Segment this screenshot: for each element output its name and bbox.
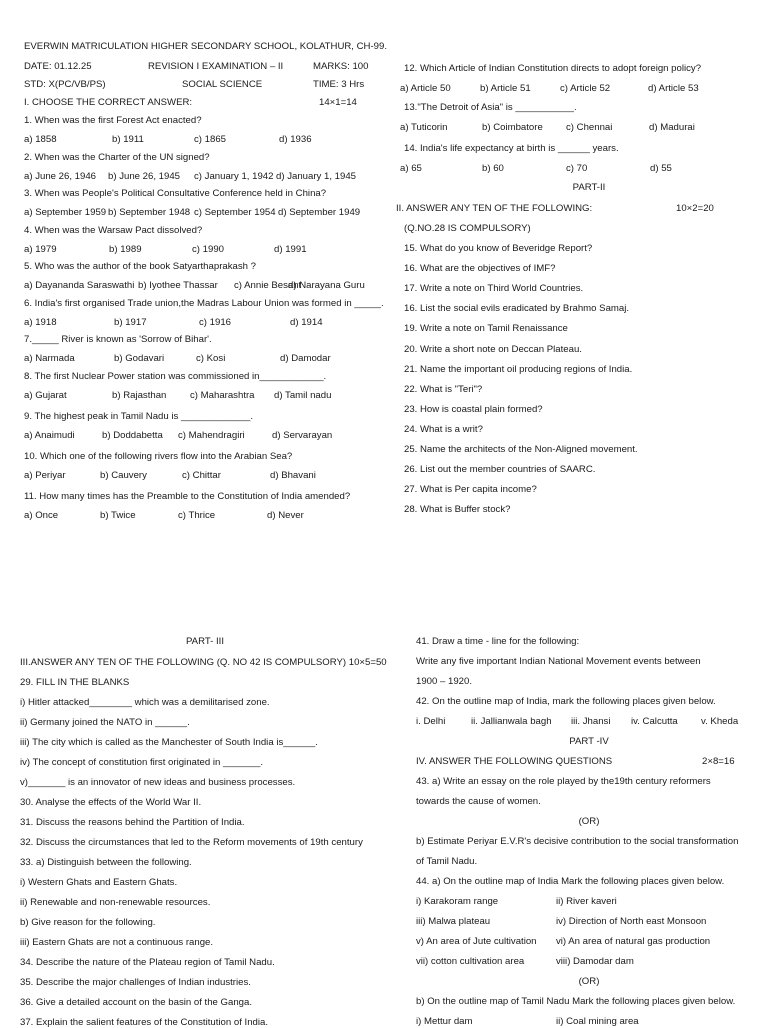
q44b: b) On the outline map of Tamil Nadu Mark the following places given below. bbox=[416, 996, 736, 1007]
question-text: 9. The highest peak in Tamil Nadu is _____________. bbox=[24, 410, 253, 422]
question-text: 22. What is "Teri"? bbox=[404, 383, 483, 395]
question-text: v)_______ is an innovator of new ideas and business processes. bbox=[20, 777, 296, 788]
answer-option: a) Narmada bbox=[24, 353, 75, 364]
answer-option: d) 1914 bbox=[290, 316, 323, 328]
question-text: ii) Renewable and non-renewable resources. bbox=[20, 897, 211, 908]
answer-option: c) Thrice bbox=[178, 509, 216, 521]
q44a: 44. a) On the outline map of India Mark the following places given below. bbox=[416, 876, 725, 887]
answer-option: d) Damodar bbox=[280, 353, 331, 364]
question-text: 4. When was the Warsaw Pact dissolved? bbox=[24, 224, 203, 236]
answer-option: a) Once bbox=[24, 509, 59, 521]
answer-option: a) 1979 bbox=[24, 243, 57, 255]
question-text: 23. How is coastal plain formed? bbox=[404, 403, 543, 415]
q41-line-b: 1900 – 1920. bbox=[416, 676, 473, 687]
right-bottom-column bbox=[416, 630, 762, 1027]
question-text: 29. FILL IN THE BLANKS bbox=[20, 677, 130, 688]
q42-place: iii. Jhansi bbox=[571, 716, 611, 727]
question-text: 6. India's first organised Trade union,the Madras Labour Union was formed in _____. bbox=[24, 297, 384, 309]
answer-option: b) Iyothee Thassar bbox=[138, 280, 218, 291]
answer-option: a) Article 50 bbox=[400, 83, 451, 94]
question-text: i) Hitler attacked________ which was a demilitarised zone. bbox=[20, 697, 270, 708]
answer-option: d) Never bbox=[267, 509, 304, 521]
question-text: 5. Who was the author of the book Satyarthaprakash ? bbox=[24, 261, 256, 272]
part2-note: (Q.NO.28 IS COMPULSORY) bbox=[404, 223, 531, 234]
question-text: i) Western Ghats and Eastern Ghats. bbox=[20, 877, 178, 888]
q42-place: ii. Jallianwala bagh bbox=[471, 716, 552, 727]
answer-option: c) 1916 bbox=[199, 316, 231, 328]
q44-place: iv) Direction of North east Monsoon bbox=[556, 916, 707, 927]
q42: 42. On the outline map of India, mark the following places given below. bbox=[416, 696, 716, 707]
question-text: 12. Which Article of Indian Constitution directs to adopt foreign policy? bbox=[404, 63, 702, 74]
question-text: 37. Explain the salient features of the Constitution of India. bbox=[20, 1017, 268, 1028]
answer-option: a) 1858 bbox=[24, 134, 57, 145]
q44b-place: i) Mettur dam bbox=[416, 1016, 473, 1027]
answer-option: c) Article 52 bbox=[560, 83, 611, 94]
answer-option: a) 1918 bbox=[24, 316, 57, 328]
q44-place: i) Karakoram range bbox=[416, 896, 499, 907]
exam-std: STD: X(PC/VB/PS) bbox=[24, 79, 106, 90]
answer-option: d) Servarayan bbox=[272, 429, 333, 441]
q44b-place: ii) Coal mining area bbox=[556, 1016, 639, 1027]
question-text: 11. How many times has the Preamble to the Constitution of India amended? bbox=[24, 490, 351, 502]
question-text: iii) Eastern Ghats are not a continuous range. bbox=[20, 937, 214, 948]
question-text: 28. What is Buffer stock? bbox=[404, 504, 511, 516]
question-text: 31. Discuss the reasons behind the Partition of India. bbox=[20, 817, 245, 828]
q42-place: v. Kheda bbox=[701, 716, 739, 727]
question-text: 19. Write a note on Tamil Renaissance bbox=[404, 323, 568, 335]
question-text: 27. What is Per capita income? bbox=[404, 484, 537, 496]
question-text: 35. Describe the major challenges of Indian industries. bbox=[20, 977, 251, 988]
answer-option: a) June 26, 1946 bbox=[24, 170, 97, 182]
q42-place: i. Delhi bbox=[416, 716, 446, 727]
answer-option: c) Kosi bbox=[196, 353, 226, 364]
question-text: 34. Describe the nature of the Plateau region of Tamil Nadu. bbox=[20, 957, 275, 968]
or-separator: (OR) bbox=[578, 816, 600, 827]
right-top-column bbox=[396, 0, 754, 530]
answer-option: d) 1991 bbox=[274, 243, 307, 255]
answer-option: b) Twice bbox=[100, 509, 136, 521]
exam-subject: SOCIAL SCIENCE bbox=[182, 79, 263, 90]
answer-option: c) Chennai bbox=[566, 122, 613, 133]
question-text: ii) Germany joined the NATO in ______. bbox=[20, 717, 190, 728]
answer-option: b) Cauvery bbox=[100, 469, 147, 481]
q44-place: vii) cotton cultivation area bbox=[416, 956, 525, 967]
answer-option: a) Tuticorin bbox=[400, 122, 448, 133]
exam-marks: MARKS: 100 bbox=[313, 61, 369, 72]
question-text: 21. Name the important oil producing regions of India. bbox=[404, 363, 633, 375]
question-text: 14. India's life expectancy at birth is ______ years. bbox=[404, 143, 619, 154]
q44-place: viii) Damodar dam bbox=[556, 956, 634, 967]
question-text: 24. What is a writ? bbox=[404, 423, 483, 435]
question-text: 30. Analyse the effects of the World War II. bbox=[20, 797, 202, 808]
answer-option: c) 1865 bbox=[194, 134, 226, 145]
q41-line-a: Write any five important Indian National Movement events between bbox=[416, 656, 701, 667]
answer-option: c) September 1954 bbox=[194, 207, 276, 218]
answer-option: d) Narayana Guru bbox=[288, 280, 365, 291]
answer-option: a) Anaimudi bbox=[24, 429, 75, 441]
answer-option: c) Annie Besant bbox=[234, 280, 302, 291]
question-text: b) Give reason for the following. bbox=[20, 917, 156, 928]
q44-place: ii) River kaveri bbox=[556, 896, 617, 907]
answer-option: d) Article 53 bbox=[648, 83, 699, 94]
answer-option: c) 70 bbox=[566, 163, 588, 174]
question-text: 10. Which one of the following rivers flow into the Arabian Sea? bbox=[24, 450, 293, 462]
part2-title: PART-II bbox=[572, 182, 606, 193]
left-top-column bbox=[24, 0, 388, 530]
q43a: 43. a) Write an essay on the role played by the19th century reformers bbox=[416, 776, 711, 787]
part2-marks: 10×2=20 bbox=[676, 203, 714, 214]
question-text: 3. When was People's Political Consultative Conference held in China? bbox=[24, 188, 327, 199]
question-text: 7._____ River is known as 'Sorrow of Bihar'. bbox=[24, 334, 212, 345]
question-text: iv) The concept of constitution first originated in _______. bbox=[20, 757, 264, 768]
answer-option: c) January 1, 1942 bbox=[194, 170, 274, 182]
answer-option: a) 65 bbox=[400, 163, 422, 174]
answer-option: a) Gujarat bbox=[24, 389, 67, 401]
q43b-cont: of Tamil Nadu. bbox=[416, 856, 478, 867]
q44-place: iii) Malwa plateau bbox=[416, 916, 491, 927]
question-text: 8. The first Nuclear Power station was commissioned in____________. bbox=[24, 370, 327, 382]
answer-option: c) Maharashtra bbox=[190, 389, 255, 401]
q44-place: vi) An area of natural gas production bbox=[556, 936, 711, 947]
q43b: b) Estimate Periyar E.V.R's decisive contribution to the social transformation bbox=[416, 836, 739, 847]
answer-option: b) 60 bbox=[482, 163, 504, 174]
answer-option: a) September 1959 bbox=[24, 207, 107, 218]
question-text: 26. List out the member countries of SAARC. bbox=[404, 464, 596, 476]
or-separator: (OR) bbox=[578, 976, 600, 987]
q41: 41. Draw a time - line for the following: bbox=[416, 636, 580, 647]
question-text: 36. Give a detailed account on the basin of the Ganga. bbox=[20, 997, 253, 1008]
answer-option: d) 55 bbox=[650, 163, 672, 174]
question-text: 15. What do you know of Beveridge Report? bbox=[404, 243, 593, 254]
question-text: 16. List the social evils eradicated by Brahmo Samaj. bbox=[404, 303, 630, 315]
answer-option: b) Article 51 bbox=[480, 83, 531, 94]
question-text: 1. When was the first Forest Act enacted? bbox=[24, 115, 202, 126]
answer-option: d) January 1, 1945 bbox=[276, 170, 357, 182]
part4-instruction: IV. ANSWER THE FOLLOWING QUESTIONS bbox=[416, 756, 613, 767]
exam-time: TIME: 3 Hrs bbox=[313, 79, 365, 90]
question-text: 32. Discuss the circumstances that led to the Reform movements of 19th century bbox=[20, 837, 363, 848]
question-text: 16. What are the objectives of IMF? bbox=[404, 263, 556, 275]
answer-option: d) Bhavani bbox=[270, 469, 316, 481]
answer-option: b) Coimbatore bbox=[482, 122, 543, 133]
answer-option: d) September 1949 bbox=[278, 207, 361, 218]
exam-title: REVISION I EXAMINATION – II bbox=[148, 61, 284, 72]
question-text: 17. Write a note on Third World Countries. bbox=[404, 283, 584, 295]
part4-marks: 2×8=16 bbox=[702, 756, 735, 767]
answer-option: b) 1911 bbox=[112, 134, 144, 145]
answer-option: d) Tamil nadu bbox=[274, 389, 332, 401]
part3-instruction: III.ANSWER ANY TEN OF THE FOLLOWING (Q. NO 42 IS COMPULSORY) 10×5=50 bbox=[20, 657, 387, 668]
question-text: 13."The Detroit of Asia" is ___________. bbox=[404, 102, 577, 113]
answer-option: b) Godavari bbox=[114, 353, 165, 364]
exam-date: DATE: 01.12.25 bbox=[24, 61, 92, 72]
part4-title: PART -IV bbox=[569, 736, 609, 747]
question-text: 25. Name the architects of the Non-Aligned movement. bbox=[404, 444, 638, 455]
answer-option: c) Mahendragiri bbox=[178, 429, 245, 441]
answer-option: b) June 26, 1945 bbox=[108, 170, 181, 182]
answer-option: a) Periyar bbox=[24, 469, 66, 481]
answer-option: c) Chittar bbox=[182, 469, 221, 481]
question-text: 33. a) Distinguish between the following. bbox=[20, 857, 192, 868]
school-name: EVERWIN MATRICULATION HIGHER SECONDARY SCHOOL, KOLATHUR, CH-99. bbox=[24, 41, 388, 52]
part3-title: PART- III bbox=[185, 636, 225, 647]
q44-place: v) An area of Jute cultivation bbox=[416, 936, 537, 947]
question-text: 20. Write a short note on Deccan Plateau. bbox=[404, 343, 582, 355]
answer-option: b) Rajasthan bbox=[112, 389, 167, 401]
question-text: iii) The city which is called as the Manchester of South India is______. bbox=[20, 737, 318, 748]
answer-option: b) September 1948 bbox=[108, 207, 191, 218]
question-text: 2. When was the Charter of the UN signed? bbox=[24, 151, 210, 163]
part2-instruction: II. ANSWER ANY TEN OF THE FOLLOWING: bbox=[396, 203, 593, 214]
answer-option: d) 1936 bbox=[279, 134, 312, 145]
answer-option: d) Madurai bbox=[649, 122, 695, 133]
q42-place: iv. Calcutta bbox=[631, 716, 678, 727]
q43a-cont: towards the cause of women. bbox=[416, 796, 541, 807]
answer-option: b) Doddabetta bbox=[102, 429, 163, 441]
answer-option: b) 1989 bbox=[109, 243, 142, 255]
answer-option: b) 1917 bbox=[114, 316, 147, 328]
answer-option: a) Dayananda Saraswathi bbox=[24, 280, 135, 291]
section1-instruction: I. CHOOSE THE CORRECT ANSWER: bbox=[24, 97, 193, 108]
left-bottom-column bbox=[20, 630, 390, 1028]
answer-option: c) 1990 bbox=[192, 243, 224, 255]
section1-marks: 14×1=14 bbox=[319, 97, 357, 108]
